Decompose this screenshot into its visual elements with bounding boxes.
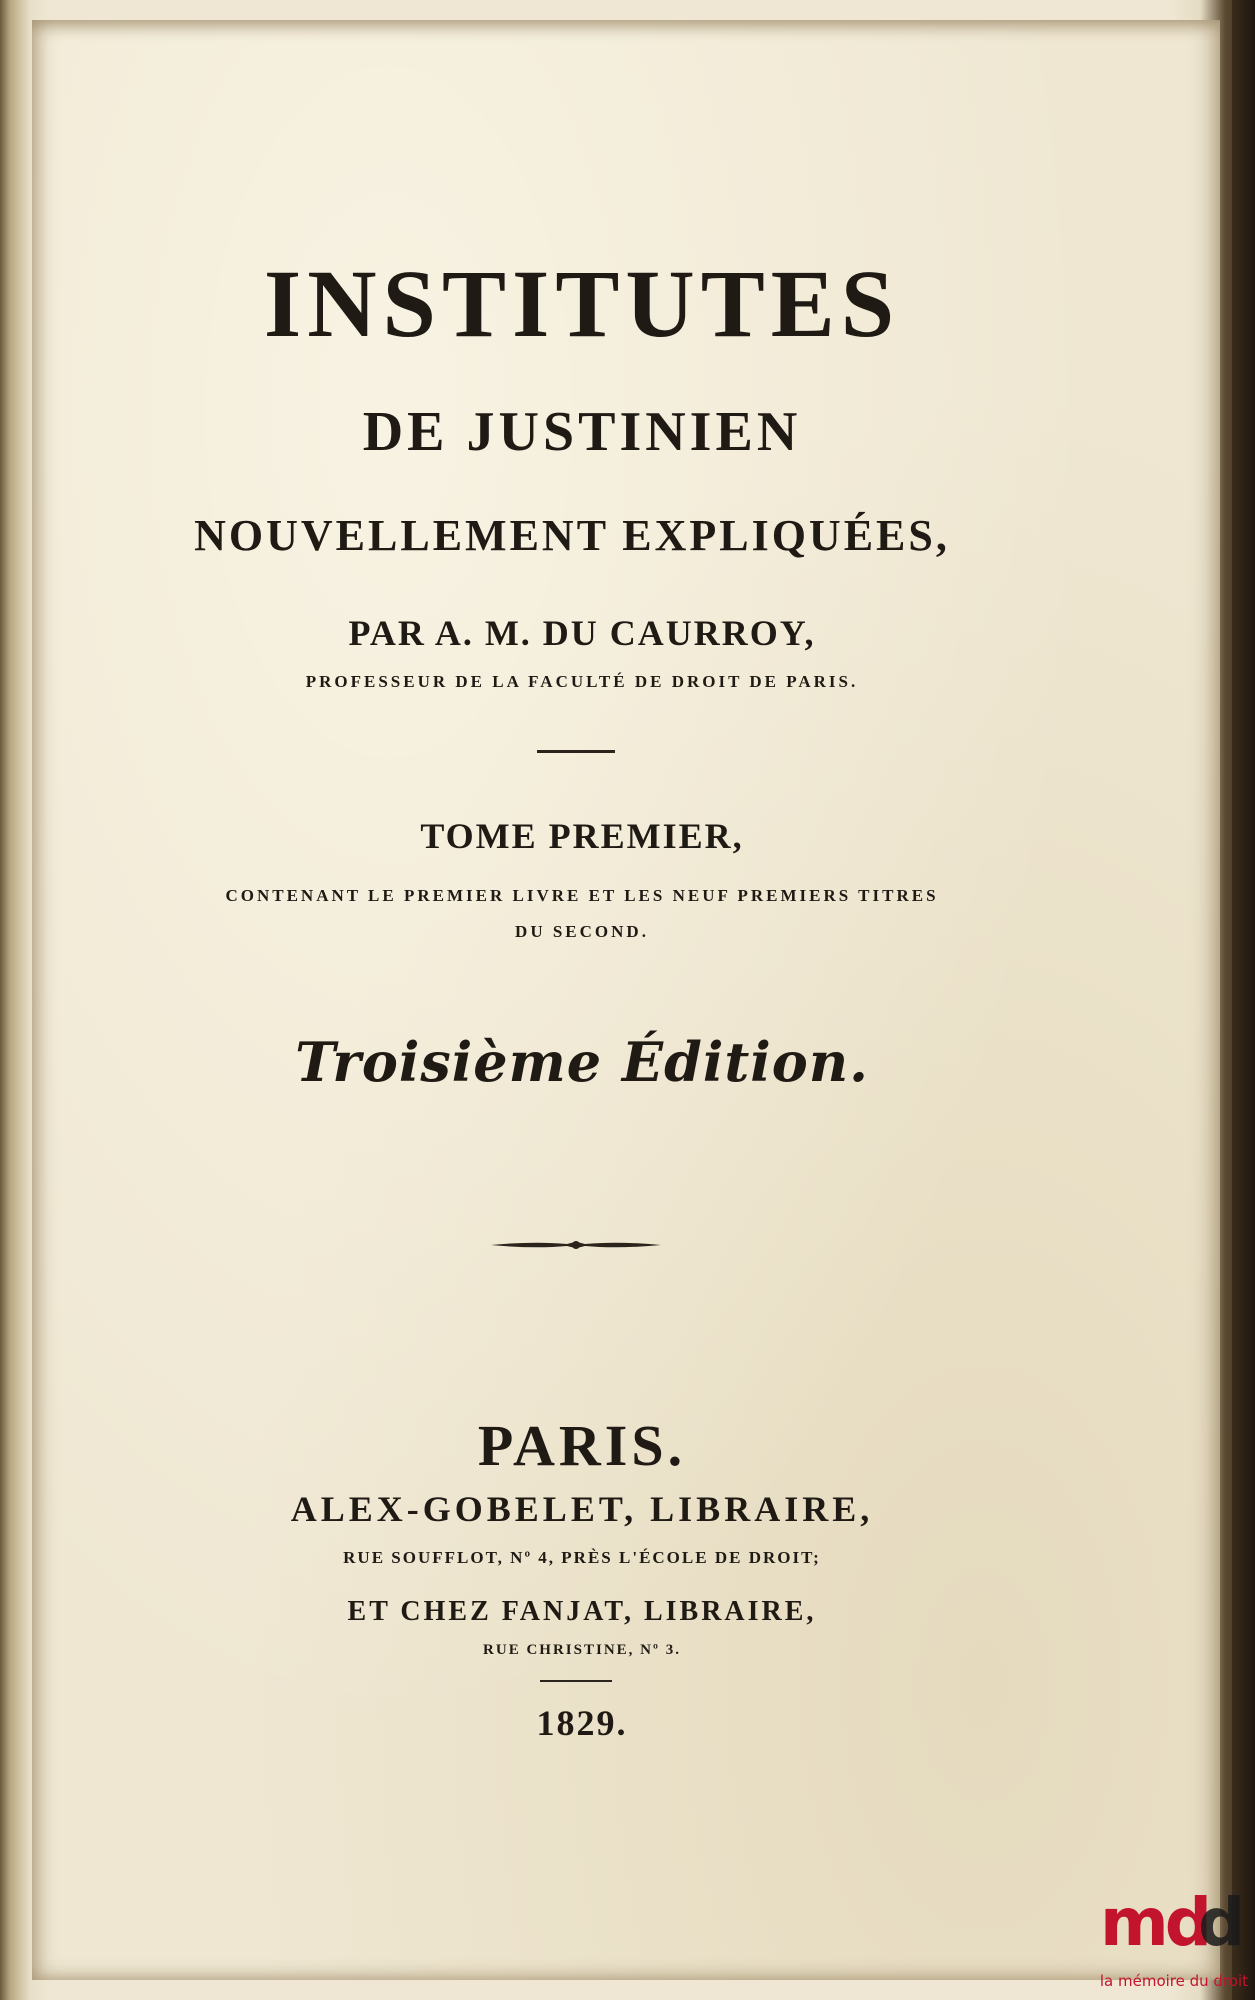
title-line-3: NOUVELLEMENT EXPLIQUÉES, (194, 511, 950, 560)
divider-rule-small (540, 1680, 612, 1682)
publisher-line-2: ET CHEZ FANJAT, LIBRAIRE, (347, 1596, 817, 1627)
publisher-address-2: RUE CHRISTINE, Nº 3. (483, 1642, 681, 1658)
city-line: PARIS. (477, 1413, 687, 1478)
title-line-2: DE JUSTINIEN (362, 401, 802, 463)
watermark-logo (1088, 1884, 1248, 2000)
publisher-address-1: RUE SOUFFLOT, Nº 4, PRÈS L'ÉCOLE DE DROIT; (343, 1548, 821, 1567)
watermark-tagline: la mémoire du droit (1099, 1972, 1248, 1990)
divider-rule (537, 750, 615, 753)
ornament-divider (489, 1230, 663, 1260)
contents-line-2: DU SECOND. (515, 922, 649, 941)
author-line: PAR A. M. DU CAURROY, (348, 613, 816, 653)
year-line: 1829. (536, 1703, 628, 1743)
book-spine (1232, 0, 1255, 2000)
title-page (32, 20, 1220, 1980)
contents-line-1: CONTENANT LE PREMIER LIVRE ET LES NEUF PREMIERS TITRES (225, 886, 939, 905)
publisher-line-1: ALEX-GOBELET, LIBRAIRE, (290, 1489, 874, 1529)
author-role: PROFESSEUR DE LA FACULTÉ DE DROIT DE PARIS. (305, 672, 859, 691)
watermark-mark: mdd (1100, 1884, 1242, 1961)
volume-line: TOME PREMIER, (420, 816, 744, 856)
edition-line: Troisième Édition. (295, 1030, 869, 1094)
title-line-1: INSTITUTES (263, 250, 901, 357)
